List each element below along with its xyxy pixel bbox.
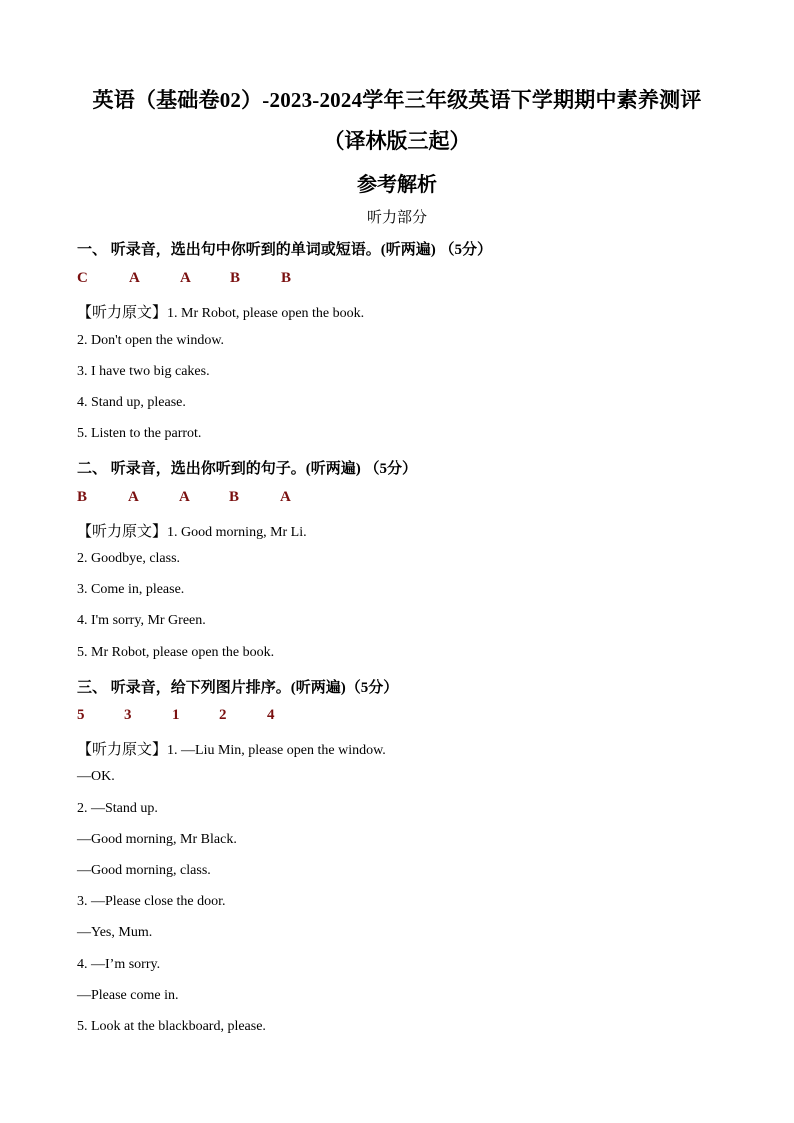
answer: A — [128, 489, 139, 505]
transcript-label: 【听力原文】 — [77, 305, 168, 321]
answer: 3 — [124, 707, 132, 723]
transcript-line: 2. Goodbye, class. — [77, 551, 181, 566]
document-title: 英语（基础卷02）-2023-2024学年三年级英语下学期期中素养测评 — [92, 88, 702, 112]
section-3-title: 三、 听录音，给下列图片排序。(听两遍)（5分） — [77, 680, 399, 696]
transcript-line: —Good morning, class. — [77, 863, 211, 878]
answer: A — [180, 270, 191, 286]
transcript-line: —Good morning, Mr Black. — [77, 832, 237, 847]
section-2-title: 二、 听录音，选出你听到的句子。(听两遍) （5分） — [77, 461, 417, 477]
transcript-line: 4. —I’m sorry. — [77, 957, 161, 972]
answer: A — [179, 489, 190, 505]
transcript-line: 5. Listen to the parrot. — [77, 426, 202, 441]
transcript-line: 【听力原文】1. Mr Robot, please open the book. — [77, 305, 365, 321]
transcript-label: 【听力原文】 — [77, 524, 168, 540]
transcript-line: —OK. — [77, 769, 115, 784]
answer: B — [230, 270, 241, 286]
transcript-line: 4. I'm sorry, Mr Green. — [77, 613, 206, 628]
transcript-line: 3. Come in, please. — [77, 582, 185, 597]
transcript-label: 【听力原文】 — [77, 742, 168, 758]
answer: B — [77, 489, 88, 505]
answer: 4 — [267, 707, 275, 723]
answer: 1 — [172, 707, 180, 723]
answer: B — [281, 270, 292, 286]
transcript-line: 5. Look at the blackboard, please. — [77, 1019, 266, 1034]
answer: A — [129, 270, 140, 286]
document-heading: 参考解析 — [357, 174, 437, 196]
transcript-line: —Please come in. — [77, 988, 179, 1003]
transcript-line: 2. —Stand up. — [77, 801, 158, 816]
answer: C — [77, 270, 88, 286]
section-1-title: 一、 听录音，选出句中你听到的单词或短语。(听两遍) （5分） — [77, 242, 492, 258]
answer: 2 — [219, 707, 227, 723]
document-subtitle: （译林版三起） — [323, 129, 471, 153]
answer: B — [229, 489, 240, 505]
part-heading: 听力部分 — [366, 210, 427, 226]
transcript-line: —Yes, Mum. — [77, 925, 153, 940]
transcript-line: 3. I have two big cakes. — [77, 364, 210, 379]
transcript-line: 4. Stand up, please. — [77, 395, 186, 410]
transcript-line: 【听力原文】1. Good morning, Mr Li. — [77, 524, 307, 540]
transcript-line: 【听力原文】1. —Liu Min, please open the window. — [77, 742, 386, 758]
transcript-line: 2. Don't open the window. — [77, 333, 225, 348]
answer: A — [280, 489, 291, 505]
transcript-line: 3. —Please close the door. — [77, 894, 226, 909]
transcript-line: 5. Mr Robot, please open the book. — [77, 645, 275, 660]
answer: 5 — [77, 707, 85, 723]
